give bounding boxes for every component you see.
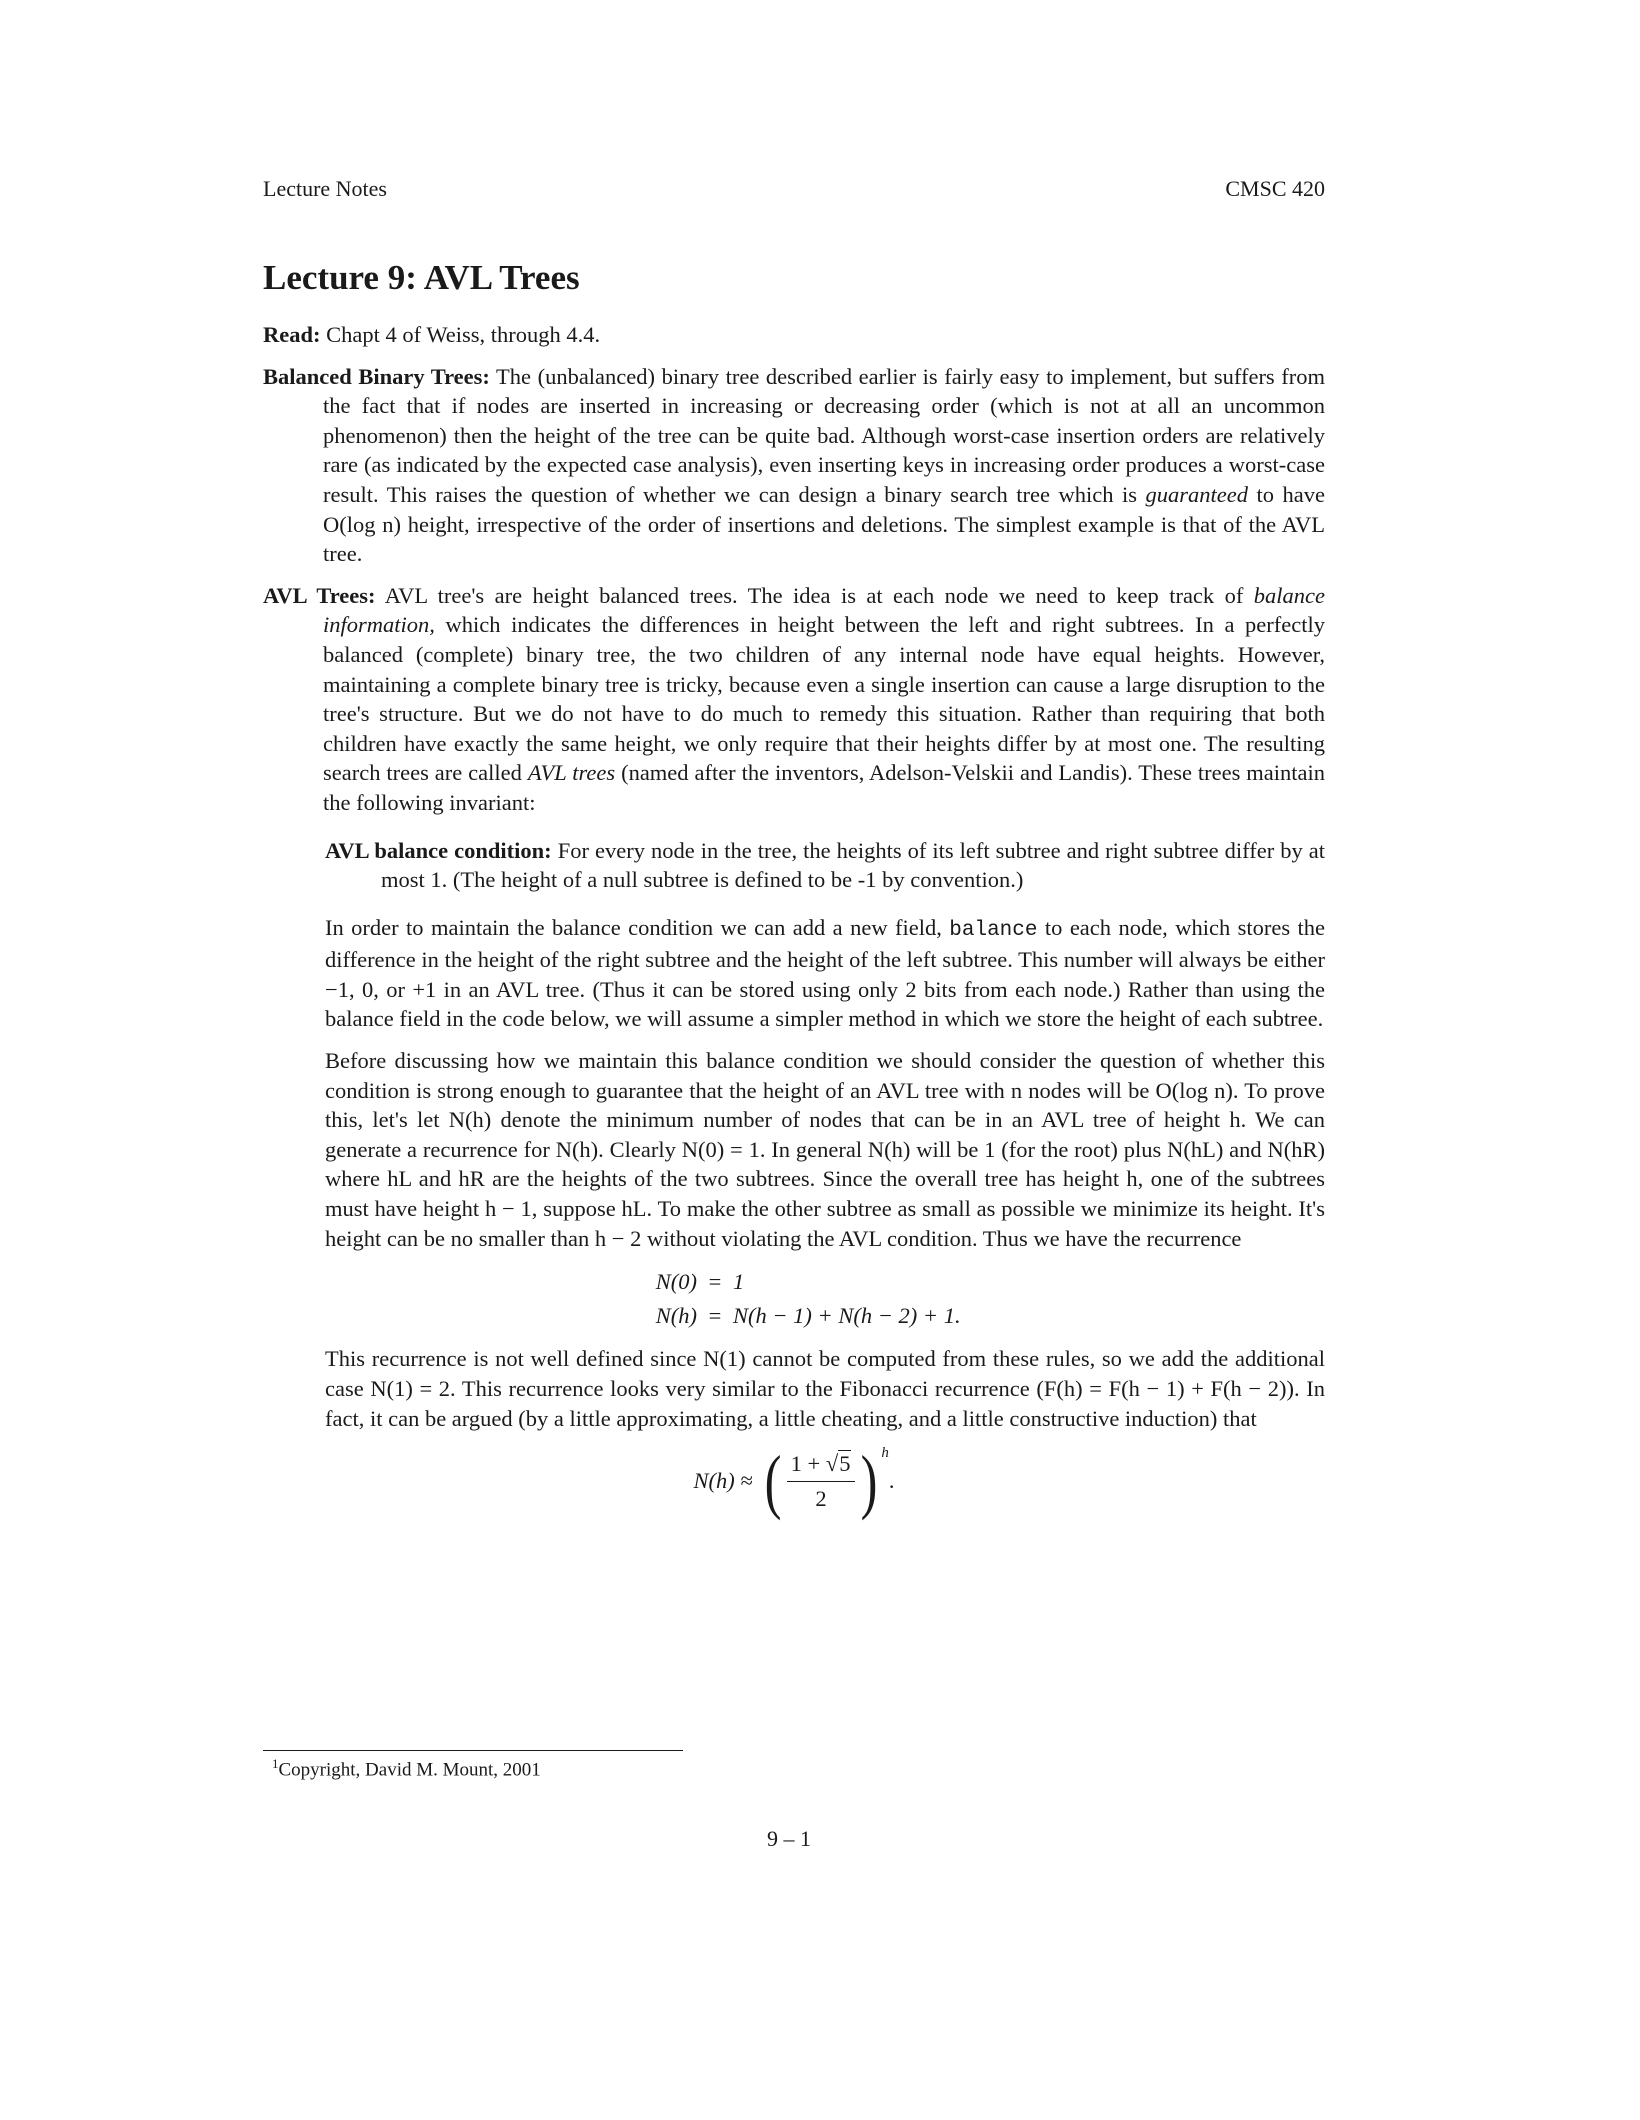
document-body — [263, 320, 1326, 1522]
footnote-rule — [263, 1750, 683, 1751]
condition-label: AVL balance condition: — [325, 837, 552, 863]
balanced-emphasis: guaranteed — [1145, 481, 1248, 507]
header-left: Lecture Notes — [263, 176, 387, 201]
approx-lhs: N(h) ≈ — [693, 1468, 753, 1494]
read-paragraph — [263, 320, 1325, 350]
balance-code: balance — [949, 918, 1038, 942]
recurrence-rhs: 1 — [733, 1269, 745, 1295]
recurrence-equations — [263, 1267, 1325, 1330]
footnote — [272, 1756, 541, 1781]
balance-field-paragraph — [325, 913, 1325, 1034]
recurrence-lhs: N(0) — [655, 1269, 697, 1295]
read-text: Chapt 4 of Weiss, through 4.4. — [326, 322, 601, 347]
recurrence-lhs: N(h) — [655, 1302, 697, 1328]
height-proof-paragraph: Before discussing how we maintain this balance condition we should consider the question of whether this condition is strong enough to guarantee that the height of an AVL tree with n nodes will be O(log n). To prove this, let's let N(h) denote the minimum number of nodes that can be in an AVL tree of height h. We can generate a recurrence for N(h). Clearly N(0) = 1. In general N(h) will be 1 (for the root) plus N(hL) and N(hR) where hL and hR are the heights of the two subtrees. Since the overall tree has height h, one of the subtrees must have height h − 1, suppose hL. To make the other subtree as small as possible we minimize its height. It's height can be no smaller than h − 2 without violating the AVL condition. Thus we have the recurrence — [325, 1048, 1325, 1251]
balanced-label: Balanced Binary Trees: — [263, 363, 490, 389]
recurrence-op: = — [708, 1302, 722, 1328]
approx-tail: . — [888, 1468, 895, 1494]
footnote-mark: 1 — [272, 1756, 279, 1771]
fibonacci-paragraph: This recurrence is not well defined since N(1) cannot be computed from these rules, so we add the additional case N(1) = 2. This recurrence looks very similar to the Fibonacci recurrence (F(h) = F(h − 1) + F(h − 2)). In fact, it can be argued (by a little approximating, a little cheating, and a little constructive induction) that — [325, 1346, 1325, 1431]
balance-text-b: to each node, which stores the difference in the height of the right subtree and the height of the left subtree. This number will always be either −1, 0, or +1 in an AVL tree. (Thus it can be stored using only 2 bits from each node.) Rather than using the balance field in the code below, we will assume a simpler method in which we store the height of each subtree. — [325, 914, 1326, 1032]
read-label: Read: — [263, 322, 321, 347]
avl-emphasis-balance-information: balance information, — [323, 582, 1326, 638]
balanced-text-b: to have O(log n) height, irrespective of the order of insertions and deletions. The simplest example is that of the AVL tree. — [323, 481, 1326, 567]
recurrence-op: = — [708, 1269, 722, 1295]
left-paren: ( — [764, 1441, 782, 1522]
avl-text-c: (named after the inventors, Adelson-Velskii and Landis). These trees maintain the following invariant: — [323, 760, 1326, 815]
avl-emphasis-avl-trees: AVL trees — [527, 760, 616, 786]
avl-label: AVL Trees: — [263, 582, 376, 608]
right-paren: ) — [861, 1441, 878, 1522]
avl-balance-condition — [325, 836, 1325, 895]
recurrence-rhs: N(h − 1) + N(h − 2) + 1. — [733, 1302, 961, 1328]
avl-trees-paragraph — [263, 581, 1325, 818]
exponent: h — [881, 1445, 889, 1462]
numerator-radicand: 5 — [839, 1451, 851, 1477]
footnote-text: Copyright, David M. Mount, 2001 — [278, 1759, 541, 1781]
condition-text: For every node in the tree, the heights of its left subtree and right subtree differ by at most 1. (The height of a null subtree is defined to be -1 by convention.) — [381, 837, 1326, 893]
approximation-equation — [263, 1441, 1325, 1522]
balance-text-a: In order to maintain the balance condition we can add a new field, — [325, 914, 942, 940]
balanced-text-a: The (unbalanced) binary tree described earlier is fairly easy to implement, but suffers from the fact that if nodes are inserted in increasing or decreasing order (which is not at all an uncommon phenomenon) then the height of the tree can be quite bad. Although worst-case insertion orders are relatively rare (as indicated by the expected case analysis), even inserting keys in increasing order produces a worst-case result. This raises the question of whether we can design a binary search tree which is — [323, 363, 1325, 507]
numerator-part-a: 1 + √ — [790, 1451, 839, 1477]
header-right: CMSC 420 — [1225, 176, 1325, 201]
avl-text-a: AVL tree's are height balanced trees. The idea is at each node we need to keep track of — [384, 582, 1244, 608]
golden-ratio-fraction — [787, 1449, 856, 1513]
page-number: 9 – 1 — [767, 1826, 811, 1851]
running-header — [263, 176, 1325, 202]
fraction-numerator — [787, 1449, 856, 1482]
fraction-denominator: 2 — [815, 1485, 827, 1511]
balanced-binary-trees-paragraph — [263, 362, 1325, 569]
page-title: Lecture 9: AVL Trees — [263, 258, 580, 297]
avl-text-b: which indicates the differences in height between the left and right subtrees. In a perfectly balanced (complete) binary tree, the two children of any internal node have equal heights. However, maintaining a complete binary tree is tricky, because even a single insertion can cause a large disruption to the tree's structure. But we do not have to do much to remedy this situation. Rather than requiring that both children have exactly the same height, we only require that their heights differ by at most one. The resulting search trees are called — [323, 612, 1326, 786]
